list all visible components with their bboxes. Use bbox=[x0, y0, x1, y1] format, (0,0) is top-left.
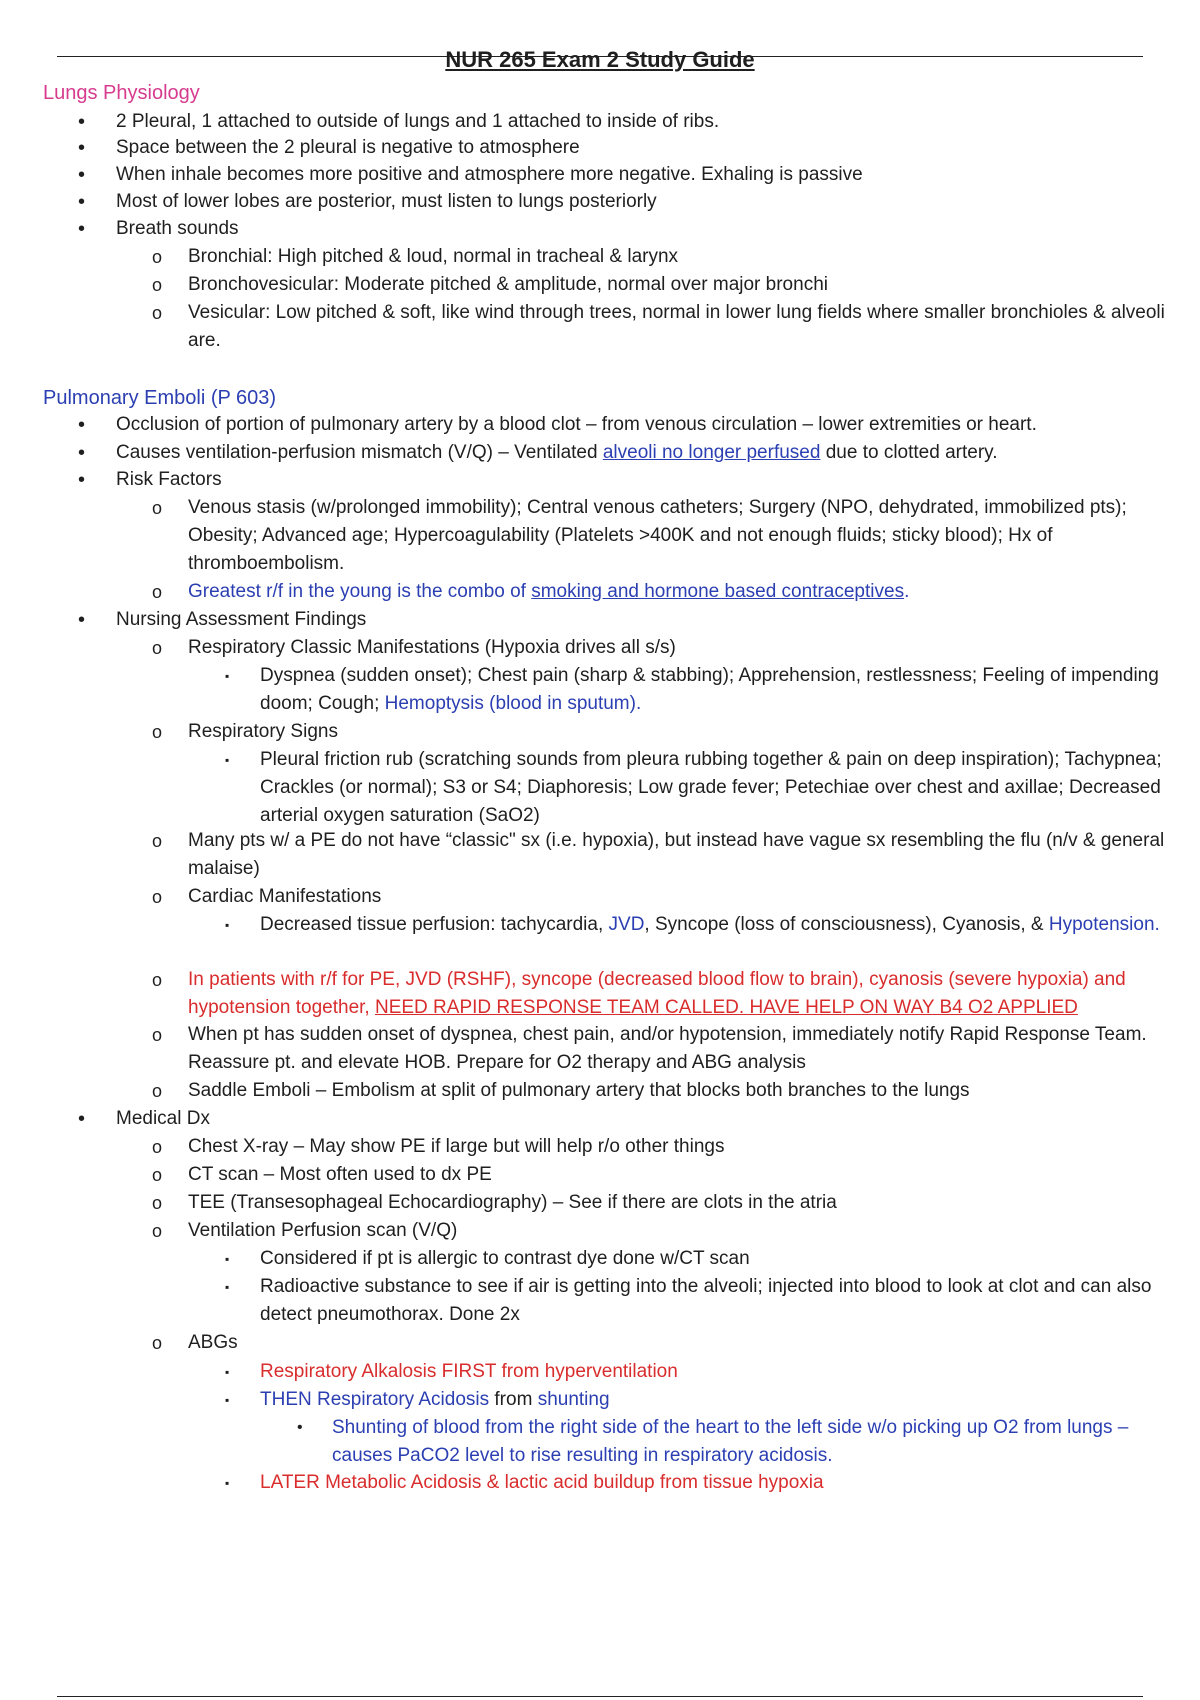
list-item: Shunting of blood from the right side of the heart to the left side w/o picking up O2 from lungs – causes PaCO2 level to rise resulting in respiratory acidosis. bbox=[332, 1417, 1129, 1466]
list-item bbox=[260, 662, 1180, 718]
circle-bullet-icon: o bbox=[152, 1193, 163, 1213]
list-item: Venous stasis (w/prolonged immobility); Central venous catheters; Surgery (NPO, dehydrated, immobilized pts); Obesity; Advanced age; Hypercoagulability (Platelets >400K and not enough fluids; sticky blood); Hx of thromboembolism. bbox=[188, 497, 1127, 574]
bottom-rule bbox=[57, 1696, 1143, 1697]
list-item: ABGs bbox=[188, 1332, 238, 1353]
list-item bbox=[116, 439, 1176, 467]
list-item: Space between the 2 pleural is negative to atmosphere bbox=[116, 137, 580, 158]
pe-heading: Pulmonary Emboli (P 603) bbox=[43, 387, 277, 409]
list-item: When inhale becomes more positive and atmosphere more negative. Exhaling is passive bbox=[116, 164, 863, 185]
text-run: Decreased tissue perfusion: tachycardia, bbox=[260, 914, 609, 935]
bullet-icon: • bbox=[78, 191, 86, 213]
circle-bullet-icon: o bbox=[152, 1137, 163, 1157]
circle-bullet-icon: o bbox=[152, 582, 163, 602]
list-item: 2 Pleural, 1 attached to outside of lungs and 1 attached to inside of ribs. bbox=[116, 111, 720, 132]
list-item: Respiratory Alkalosis FIRST from hyperventilation bbox=[260, 1361, 678, 1382]
square-bullet-icon: ▪ bbox=[225, 1476, 230, 1490]
text-run: JVD bbox=[608, 914, 645, 935]
square-bullet-icon: ▪ bbox=[225, 1393, 230, 1407]
circle-bullet-icon: o bbox=[152, 275, 163, 295]
text-run: , Syncope (loss of consciousness), Cyanosis, & bbox=[644, 914, 1049, 935]
bullet-icon: • bbox=[78, 442, 86, 464]
circle-bullet-icon: o bbox=[152, 722, 163, 742]
square-bullet-icon: ▪ bbox=[225, 1280, 230, 1294]
bullet-icon: • bbox=[78, 414, 86, 436]
page-title: NUR 265 Exam 2 Study Guide bbox=[445, 47, 755, 72]
text-run: . bbox=[904, 581, 910, 602]
circle-bullet-icon: o bbox=[152, 970, 163, 990]
square-bullet-icon: ▪ bbox=[225, 753, 230, 767]
text-run: NEED RAPID RESPONSE TEAM CALLED. HAVE HELP ON WAY B4 O2 APPLIED bbox=[374, 997, 1078, 1018]
list-item: When pt has sudden onset of dyspnea, chest pain, and/or hypotension, immediately notify Rapid Response Team. Reassure pt. and elevate HOB. Prepare for O2 therapy and ABG analysis bbox=[188, 1024, 1147, 1073]
list-item bbox=[260, 1386, 1180, 1414]
list-item: Respiratory Classic Manifestations (Hypoxia drives all s/s) bbox=[188, 637, 676, 658]
list-item: Vesicular: Low pitched & soft, like wind through trees, normal in lower lung fields where smaller bronchioles & alveoli are. bbox=[188, 302, 1165, 351]
circle-bullet-icon: o bbox=[152, 887, 163, 907]
list-item: Most of lower lobes are posterior, must listen to lungs posteriorly bbox=[116, 191, 657, 212]
link-text[interactable]: smoking and hormone based contraceptives bbox=[531, 581, 905, 602]
bullet-icon: • bbox=[78, 137, 86, 159]
bullet-icon: • bbox=[78, 218, 86, 240]
square-bullet-icon: ▪ bbox=[225, 1365, 230, 1379]
list-item: Ventilation Perfusion scan (V/Q) bbox=[188, 1220, 458, 1241]
text-run: Hypotension. bbox=[1048, 914, 1160, 935]
text-run: Hemoptysis (blood in sputum). bbox=[384, 693, 642, 714]
list-item: Risk Factors bbox=[116, 469, 222, 490]
circle-bullet-icon: o bbox=[152, 638, 163, 658]
text-run: due to clotted artery. bbox=[820, 442, 998, 463]
list-item: Bronchovesicular: Moderate pitched & amplitude, normal over major bronchi bbox=[188, 274, 828, 295]
circle-bullet-icon: o bbox=[152, 1165, 163, 1185]
list-item bbox=[260, 911, 1180, 939]
circle-bullet-icon: o bbox=[152, 1333, 163, 1353]
list-item: Bronchial: High pitched & loud, normal in tracheal & larynx bbox=[188, 246, 679, 267]
list-item: Considered if pt is allergic to contrast dye done w/CT scan bbox=[260, 1248, 750, 1269]
bullet-icon: • bbox=[297, 1419, 303, 1436]
circle-bullet-icon: o bbox=[152, 303, 163, 323]
list-item: Occlusion of portion of pulmonary artery by a blood clot – from venous circulation – lower extremities or heart. bbox=[116, 414, 1037, 435]
square-bullet-icon: ▪ bbox=[225, 918, 230, 932]
list-item: Respiratory Signs bbox=[188, 721, 338, 742]
bullet-icon: • bbox=[78, 609, 86, 631]
text-run: from bbox=[489, 1389, 538, 1410]
list-item: Chest X-ray – May show PE if large but will help r/o other things bbox=[188, 1136, 725, 1157]
text-run: Greatest r/f in the young is the combo of bbox=[188, 581, 532, 602]
text-run: shunting bbox=[537, 1389, 610, 1410]
square-bullet-icon: ▪ bbox=[225, 1252, 230, 1266]
list-item: Cardiac Manifestations bbox=[188, 886, 382, 907]
bullet-icon: • bbox=[78, 111, 86, 133]
bullet-icon: • bbox=[78, 1108, 86, 1130]
bullet-icon: • bbox=[78, 469, 86, 491]
text-run: THEN Respiratory Acidosis bbox=[260, 1389, 490, 1410]
list-item: Pleural friction rub (scratching sounds from pleura rubbing together & pain on deep inspiration); Tachypnea; Crackles (or normal); S3 or S4; Diaphoresis; Low grade fever; Petechiae over chest and axillae; Decreased arterial oxygen saturation (SaO2) bbox=[260, 749, 1162, 826]
circle-bullet-icon: o bbox=[152, 1221, 163, 1241]
list-item: Radioactive substance to see if air is getting into the alveoli; injected into blood to look at clot and can also detect pneumothorax. Done 2x bbox=[260, 1276, 1152, 1325]
list-item: Saddle Emboli – Embolism at split of pulmonary artery that blocks both branches to the lungs bbox=[188, 1080, 970, 1101]
circle-bullet-icon: o bbox=[152, 831, 163, 851]
list-item: Breath sounds bbox=[116, 218, 239, 239]
lungs-heading: Lungs Physiology bbox=[43, 82, 200, 104]
list-item: CT scan – Most often used to dx PE bbox=[188, 1164, 492, 1185]
circle-bullet-icon: o bbox=[152, 498, 163, 518]
text-run: In patients with r/f for PE, JVD (RSHF), syncope (decreased blood flow to brain), cyanosis (severe hypoxia) and hypotension together, bbox=[188, 969, 1126, 1018]
list-item: Medical Dx bbox=[116, 1108, 210, 1129]
square-bullet-icon: ▪ bbox=[225, 669, 230, 683]
list-item bbox=[188, 966, 1180, 1022]
bullet-icon: • bbox=[78, 164, 86, 186]
list-item bbox=[188, 578, 1180, 606]
list-item: LATER Metabolic Acidosis & lactic acid buildup from tissue hypoxia bbox=[260, 1472, 824, 1493]
list-item: Nursing Assessment Findings bbox=[116, 609, 367, 630]
text-run: Dyspnea (sudden onset); Chest pain (sharp & stabbing); Apprehension, restlessness; Feeling of impending doom; Cough; bbox=[260, 665, 1159, 714]
circle-bullet-icon: o bbox=[152, 247, 163, 267]
list-item: TEE (Transesophageal Echocardiography) – See if there are clots in the atria bbox=[188, 1192, 837, 1213]
link-text[interactable]: alveoli no longer perfused bbox=[602, 442, 821, 463]
circle-bullet-icon: o bbox=[152, 1081, 163, 1101]
circle-bullet-icon: o bbox=[152, 1025, 163, 1045]
list-item: Many pts w/ a PE do not have “classic" sx (i.e. hypoxia), but instead have vague sx resembling the flu (n/v & general malaise) bbox=[188, 830, 1165, 879]
text-run: Causes ventilation-perfusion mismatch (V/Q) – Ventilated bbox=[116, 442, 603, 463]
